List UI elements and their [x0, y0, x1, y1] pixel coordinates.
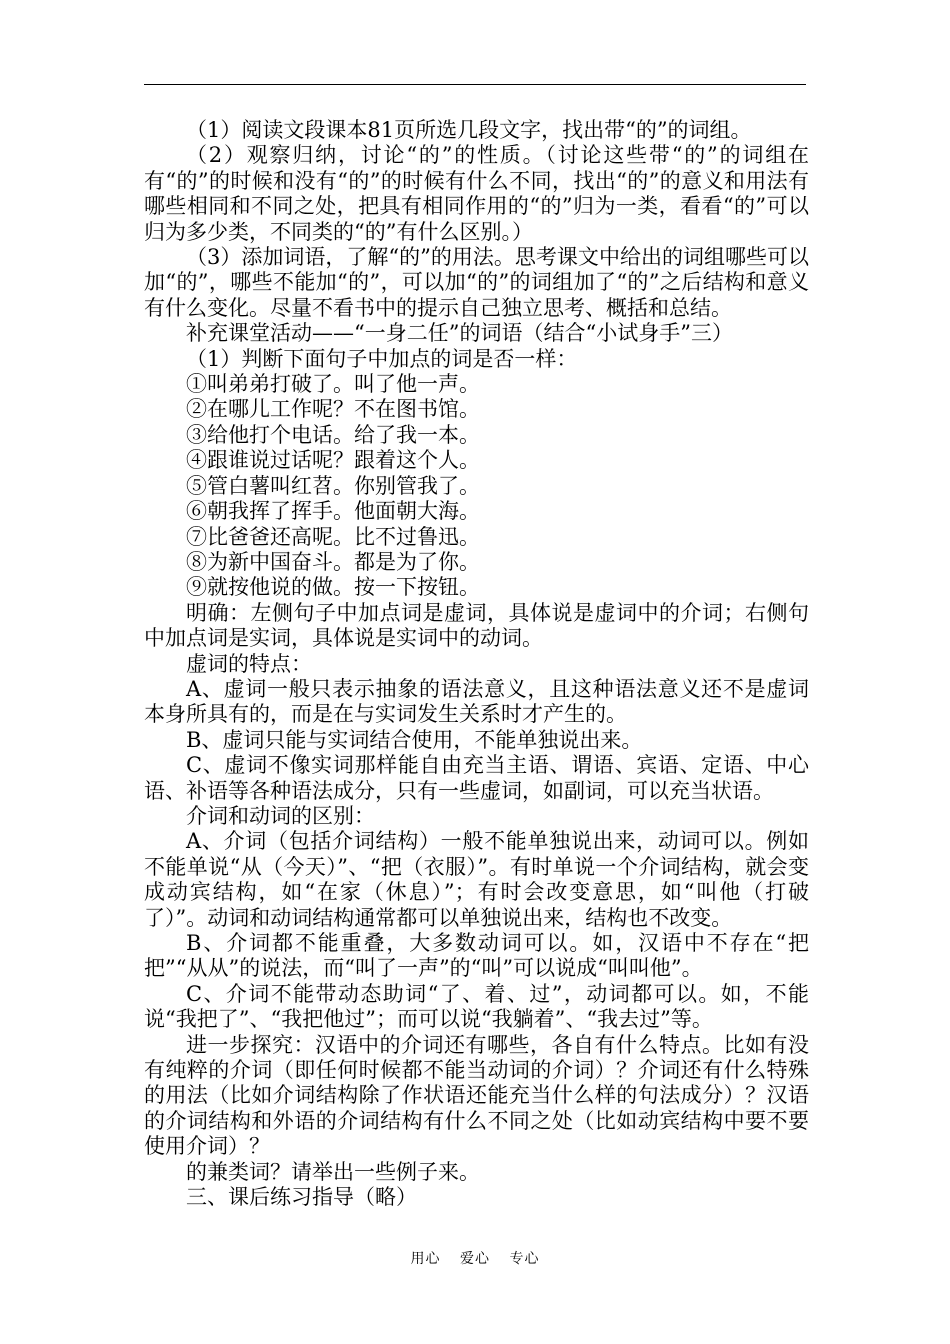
paragraph: 补充课堂活动——“一身二任”的词语（结合“小试身手”三）: [186, 321, 733, 346]
section-heading: 虚词的特点：: [186, 651, 312, 676]
paragraph: A、虚词一般只表示抽象的语法意义，且这种语法意义还不是虚词本身所具有的，而是在与实词发生关系时才产生的。: [144, 676, 809, 727]
paragraph: C、介词不能带动态助词“了、着、过”，动词都可以。如，不能说“我把了”、“我把他过”；而可以说“我躺着”、“我去过”等。: [144, 981, 809, 1032]
section-heading: 介词和动词的区别：: [186, 803, 375, 828]
list-item: ③给他打个电话。给了我一本。: [186, 422, 480, 447]
document-body: [144, 118, 809, 1210]
paragraph: B、介词都不能重叠，大多数动词可以。如，汉语中不存在“把把”“从从”的说法，而“叫了一声”的“叫”可以说成“叫叫他”。: [144, 931, 809, 981]
paragraph: C、虚词不像实词那样能自由充当主语、谓语、宾语、定语、中心语、补语等各种语法成分，只有一些虚词，如副词，可以充当状语。: [144, 753, 809, 803]
paragraph: （1）判断下面句子中加点的词是否一样：: [186, 346, 578, 371]
paragraph: （2）观察归纳，讨论“的”的性质。（讨论这些带“的”的词组在有“的”的时候和没有“的”的时候有什么不同，找出“的”的意义和用法有哪些相同和不同之处，把具有相同作用的“的”归为一类，看看“的”可以归为多少类，不同类的“的”有什么区别。）: [144, 143, 809, 244]
section-heading: 三、课后练习指导（略）: [186, 1185, 417, 1210]
paragraph: B、虚词只能与实词结合使用，不能单独说出来。: [186, 727, 643, 752]
list-item: ②在哪儿工作呢？不在图书馆。: [186, 397, 480, 422]
paragraph: 明确：左侧句子中加点词是虚词，具体说是虚词中的介词；右侧句中加点词是实词，具体说是实词中的动词。: [144, 600, 809, 651]
paragraph: （3）添加词语，了解“的”的用法。思考课文中给出的词组哪些可以加“的”，哪些不能加“的”，可以加“的”的词组加了“的”之后结构和意义有什么变化。尽量不看书中的提示自己独立思考、概括和总结。: [144, 245, 809, 320]
paragraph: 进一步探究：汉语中的介词还有哪些，各自有什么特点。比如有没有纯粹的介词（即任何时候都不能当动词的介词）？介词还有什么特殊的用法（比如介词结构除了作状语还能充当什么样的句法成分）？汉语的介词结构和外语的介词结构有什么不同之处（比如动宾结构中要不要使用介词）？: [144, 1032, 809, 1159]
list-item: ①叫弟弟打破了。叫了他一声。: [186, 372, 480, 397]
header-rule: [144, 84, 806, 85]
paragraph: （1）阅读文段课本81页所选几段文字，找出带“的”的词组。: [186, 118, 752, 142]
list-item: ⑤管白薯叫红苕。你别管我了。: [186, 473, 480, 498]
paragraph: 的兼类词？请举出一些例子来。: [186, 1159, 480, 1184]
list-item: ⑧为新中国奋斗。都是为了你。: [186, 549, 480, 574]
list-item: ④跟谁说过话呢？跟着这个人。: [186, 448, 480, 473]
page-footer: 用心 爱心 专心: [410, 1251, 540, 1267]
list-item: ⑨就按他说的做。按一下按钮。: [186, 575, 480, 600]
list-item: ⑦比爸爸还高呢。比不过鲁迅。: [186, 524, 480, 549]
paragraph: A、介词（包括介词结构）一般不能单独说出来，动词可以。例如不能单说“从（今天）”、“把（衣服）”。有时单说一个介词结构，就会变成动宾结构，如“在家（休息）”；有时会改变意思，如“叫他（打破了）”。动词和动词结构通常都可以单独说出来，结构也不改变。: [144, 829, 809, 930]
list-item: ⑥朝我挥了挥手。他面朝大海。: [186, 499, 480, 524]
